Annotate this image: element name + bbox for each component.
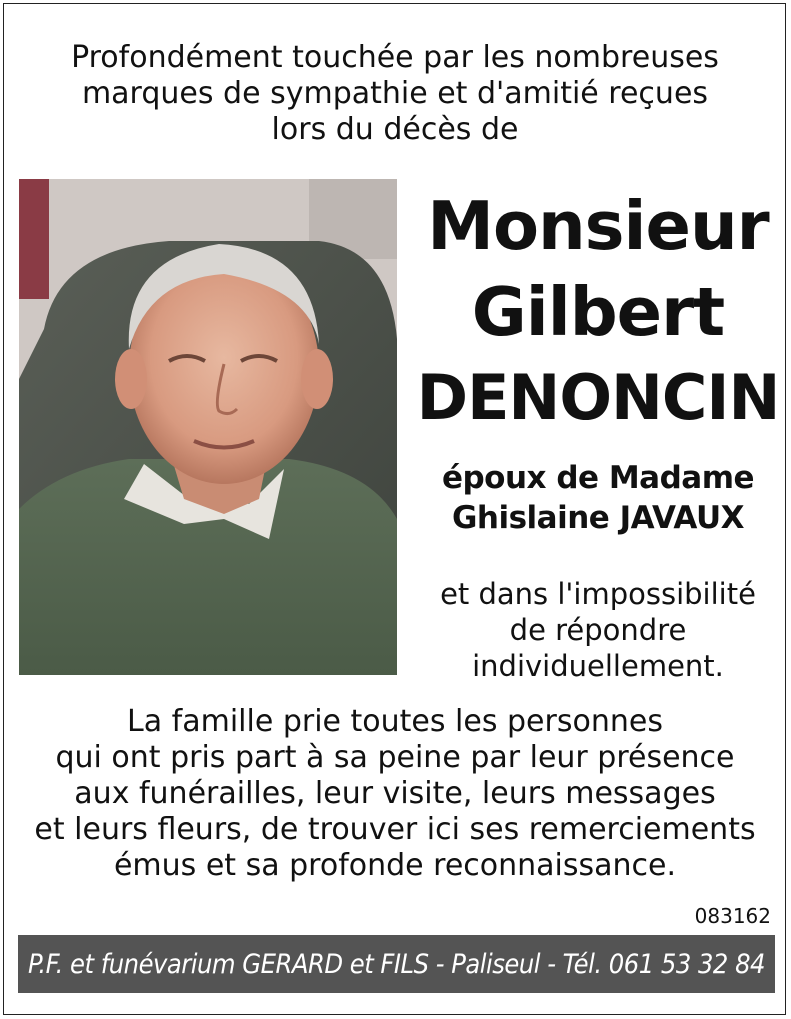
thanks-line-5: émus et sa profonde reconnaissance. bbox=[113, 848, 677, 883]
portrait-photo bbox=[19, 179, 397, 675]
deceased-first-name: Gilbert bbox=[471, 273, 725, 351]
spouse-text bbox=[415, 458, 781, 538]
thanks-line-3: aux funérailles, leur visite, leurs messages bbox=[74, 776, 716, 811]
intro-line-3: lors du décès de bbox=[271, 112, 519, 147]
reference-number: 083162 bbox=[694, 904, 771, 928]
spouse-line-2: Ghislaine JAVAUX bbox=[451, 500, 745, 536]
spouse-line-1: époux de Madame bbox=[441, 460, 755, 496]
thanks-line-2: qui ont pris part à sa peine par leur présence bbox=[55, 740, 735, 775]
thanks-text bbox=[20, 704, 770, 884]
deceased-last-name: DENONCIN bbox=[416, 361, 780, 434]
deceased-title: Monsieur bbox=[427, 187, 769, 265]
impossibility-line-3: individuellement. bbox=[472, 649, 724, 683]
thanks-line-1: La famille prie toutes les personnes bbox=[127, 704, 663, 739]
impossibility-line-2: de répondre bbox=[509, 613, 687, 647]
funeral-home-footer bbox=[18, 935, 775, 993]
impossibility-text bbox=[415, 576, 781, 684]
deceased-name bbox=[415, 183, 781, 441]
intro-text bbox=[20, 40, 770, 148]
intro-line-1: Profondément touchée par les nombreuses bbox=[71, 40, 719, 75]
thanks-line-4: et leurs fleurs, de trouver ici ses remerciements bbox=[34, 812, 756, 847]
intro-line-2: marques de sympathie et d'amitié reçues bbox=[81, 76, 709, 111]
impossibility-line-1: et dans l'impossibilité bbox=[440, 577, 756, 611]
footer-text: P.F. et funévarium GERARD et FILS - Paliseul - Tél. 061 53 32 84 bbox=[28, 948, 765, 980]
